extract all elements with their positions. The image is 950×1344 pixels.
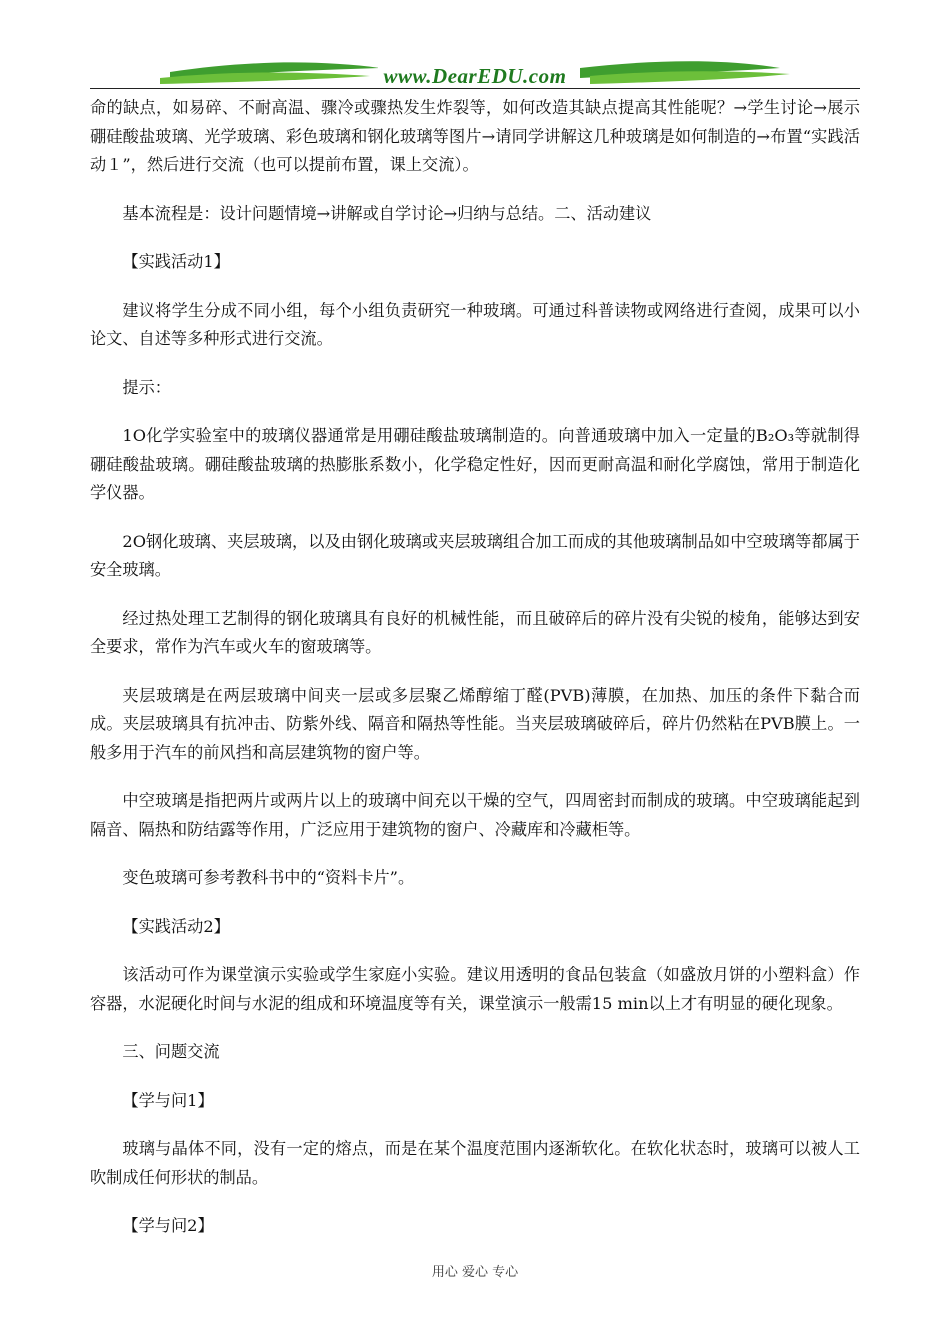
header-divider — [90, 88, 860, 89]
document-body — [90, 94, 860, 1261]
paragraph-insulating-glass: 中空玻璃是指把两片或两片以上的玻璃中间充以干燥的空气，四周密封而制成的玻璃。中空玻璃能起到隔音、隔热和防结露等作用，广泛应用于建筑物的窗户、冷藏库和冷藏柜等。 — [90, 791, 860, 839]
heading-learn-and-ask-1: 【学与问1】 — [122, 1090, 214, 1110]
paragraph-activity-1-suggestion: 建议将学生分成不同小组，每个小组负责研究一种玻璃。可通过科普读物或网络进行查阅，成果可以小论文、自述等多种形式进行交流。 — [90, 300, 860, 348]
paragraph-safety-glass: 2O钢化玻璃、夹层玻璃，以及由钢化玻璃或夹层玻璃组合加工而成的其他玻璃制品如中空玻璃等都属于安全玻璃。 — [90, 531, 860, 579]
page-footer: 用心 爱心 专心 — [431, 1265, 519, 1280]
paragraph-glass-softening: 玻璃与晶体不同，没有一定的熔点，而是在某个温度范围内逐渐软化。在软化状态时，玻璃可以被人工吹制成任何形状的制品。 — [90, 1139, 860, 1187]
site-brand: www.DearEDU.com — [90, 64, 860, 89]
heading-practice-activity-2: 【实践活动2】 — [122, 916, 230, 936]
paragraph-intro-continued: 命的缺点，如易碎、不耐高温、骤冷或骤热发生炸裂等，如何改造其缺点提高其性能呢？→学生讨论→展示硼硅酸盐玻璃、光学玻璃、彩色玻璃和钢化玻璃等图片→请同学讲解这几种玻璃是如何制造的→布置“实践活动１”，然后进行交流（也可以提前布置，课上交流）。 — [90, 98, 860, 174]
paragraph-borosilicate-glass: 1O化学实验室中的玻璃仪器通常是用硼硅酸盐玻璃制造的。向普通玻璃中加入一定量的B₂O₃等就制得硼硅酸盐玻璃。硼硅酸盐玻璃的热膨胀系数小，化学稳定性好，因而更耐高温和耐化学腐蚀，常用于制造化学仪器。 — [90, 426, 860, 502]
heading-practice-activity-1: 【实践活动1】 — [122, 252, 230, 271]
paragraph-basic-flow: 基本流程是：设计问题情境→讲解或自学讨论→归纳与总结。二、活动建议 — [122, 203, 652, 223]
heading-hint: 提示： — [122, 377, 171, 397]
heading-learn-and-ask-2: 【学与问2】 — [122, 1216, 214, 1235]
paragraph-activity-2-suggestion: 该活动可作为课堂演示实验或学生家庭小实验。建议用透明的食品包装盒（如盛放月饼的小塑料盒）作容器，水泥硬化时间与水泥的组成和环境温度等有关，课堂演示一般需15 min以上才有明显的硬化现象。 — [90, 965, 860, 1013]
paragraph-tempered-glass: 经过热处理工艺制得的钢化玻璃具有良好的机械性能，而且破碎后的碎片没有尖锐的棱角，能够达到安全要求，常作为汽车或火车的窗玻璃等。 — [90, 608, 860, 656]
paragraph-laminated-glass: 夹层玻璃是在两层玻璃中间夹一层或多层聚乙烯醇缩丁醛(PVB)薄膜，在加热、加压的条件下黏合而成。夹层玻璃具有抗冲击、防紫外线、隔音和隔热等性能。当夹层玻璃破碎后，碎片仍然粘在PVB膜上。一般多用于汽车的前风挡和高层建筑物的窗户等。 — [90, 685, 860, 762]
heading-question-exchange: 三、问题交流 — [122, 1042, 220, 1061]
page-header — [90, 50, 860, 92]
paragraph-photochromic-glass: 变色玻璃可参考教科书中的“资料卡片”。 — [122, 868, 415, 887]
